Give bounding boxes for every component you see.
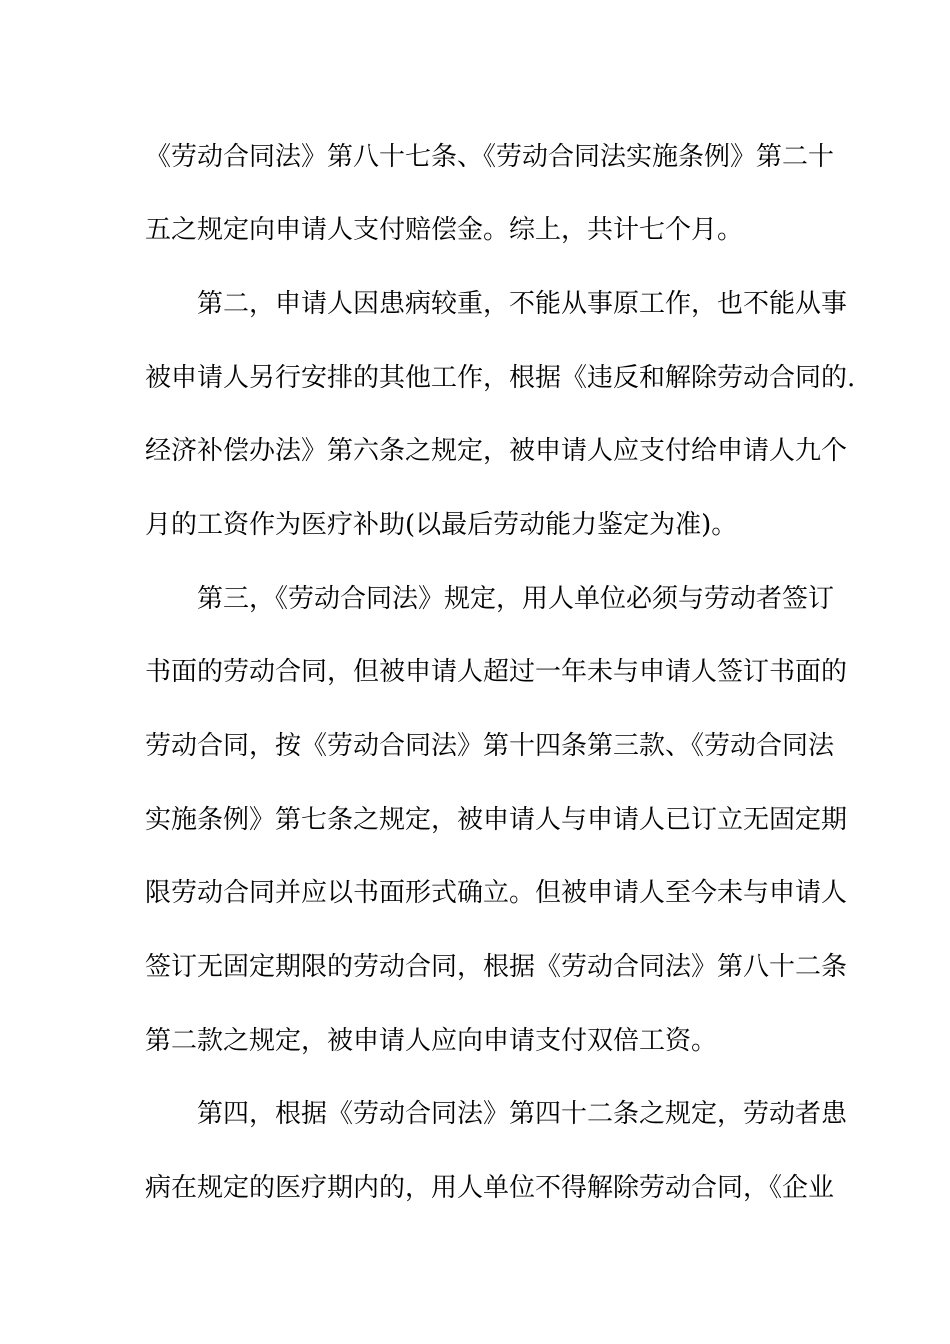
text-line: 月的工资作为医疗补助(以最后劳动能力鉴定为准)。 <box>145 510 738 540</box>
text-line: 劳动合同，按《劳动合同法》第十四条第三款、《劳动合同法 <box>145 731 835 761</box>
paragraph-2-start: 第二，申请人因患病较重，不能从事原工作，也不能从事 <box>197 289 848 319</box>
text-line: 五之规定向申请人支付赔偿金。综上，共计七个月。 <box>145 215 744 245</box>
text-line: 病在规定的医疗期内的，用人单位不得解除劳动合同，《企业 <box>145 1173 835 1203</box>
text-line: 书面的劳动合同，但被申请人超过一年未与申请人签订书面的 <box>145 657 848 687</box>
text-line: 经济补偿办法》第六条之规定，被申请人应支付给申请人九个 <box>145 436 848 466</box>
text-line: 签订无固定期限的劳动合同，根据《劳动合同法》第八十二条 <box>145 952 848 982</box>
text-line: 限劳动合同并应以书面形式确立。但被申请人至今未与申请人 <box>145 878 848 908</box>
text-line: 被申请人另行安排的其他工作，根据《违反和解除劳动合同的. <box>145 363 856 393</box>
text-line: 实施条例》第七条之规定，被申请人与申请人已订立无固定期 <box>145 805 848 835</box>
text-line: 第二款之规定，被申请人应向申请支付双倍工资。 <box>145 1026 718 1056</box>
paragraph-4-start: 第四，根据《劳动合同法》第四十二条之规定，劳动者患 <box>197 1099 848 1129</box>
text-line: 《劳动合同法》第八十七条、《劳动合同法实施条例》第二十 <box>145 142 835 172</box>
paragraph-3-start: 第三，《劳动合同法》规定，用人单位必须与劳动者签订 <box>197 584 835 614</box>
